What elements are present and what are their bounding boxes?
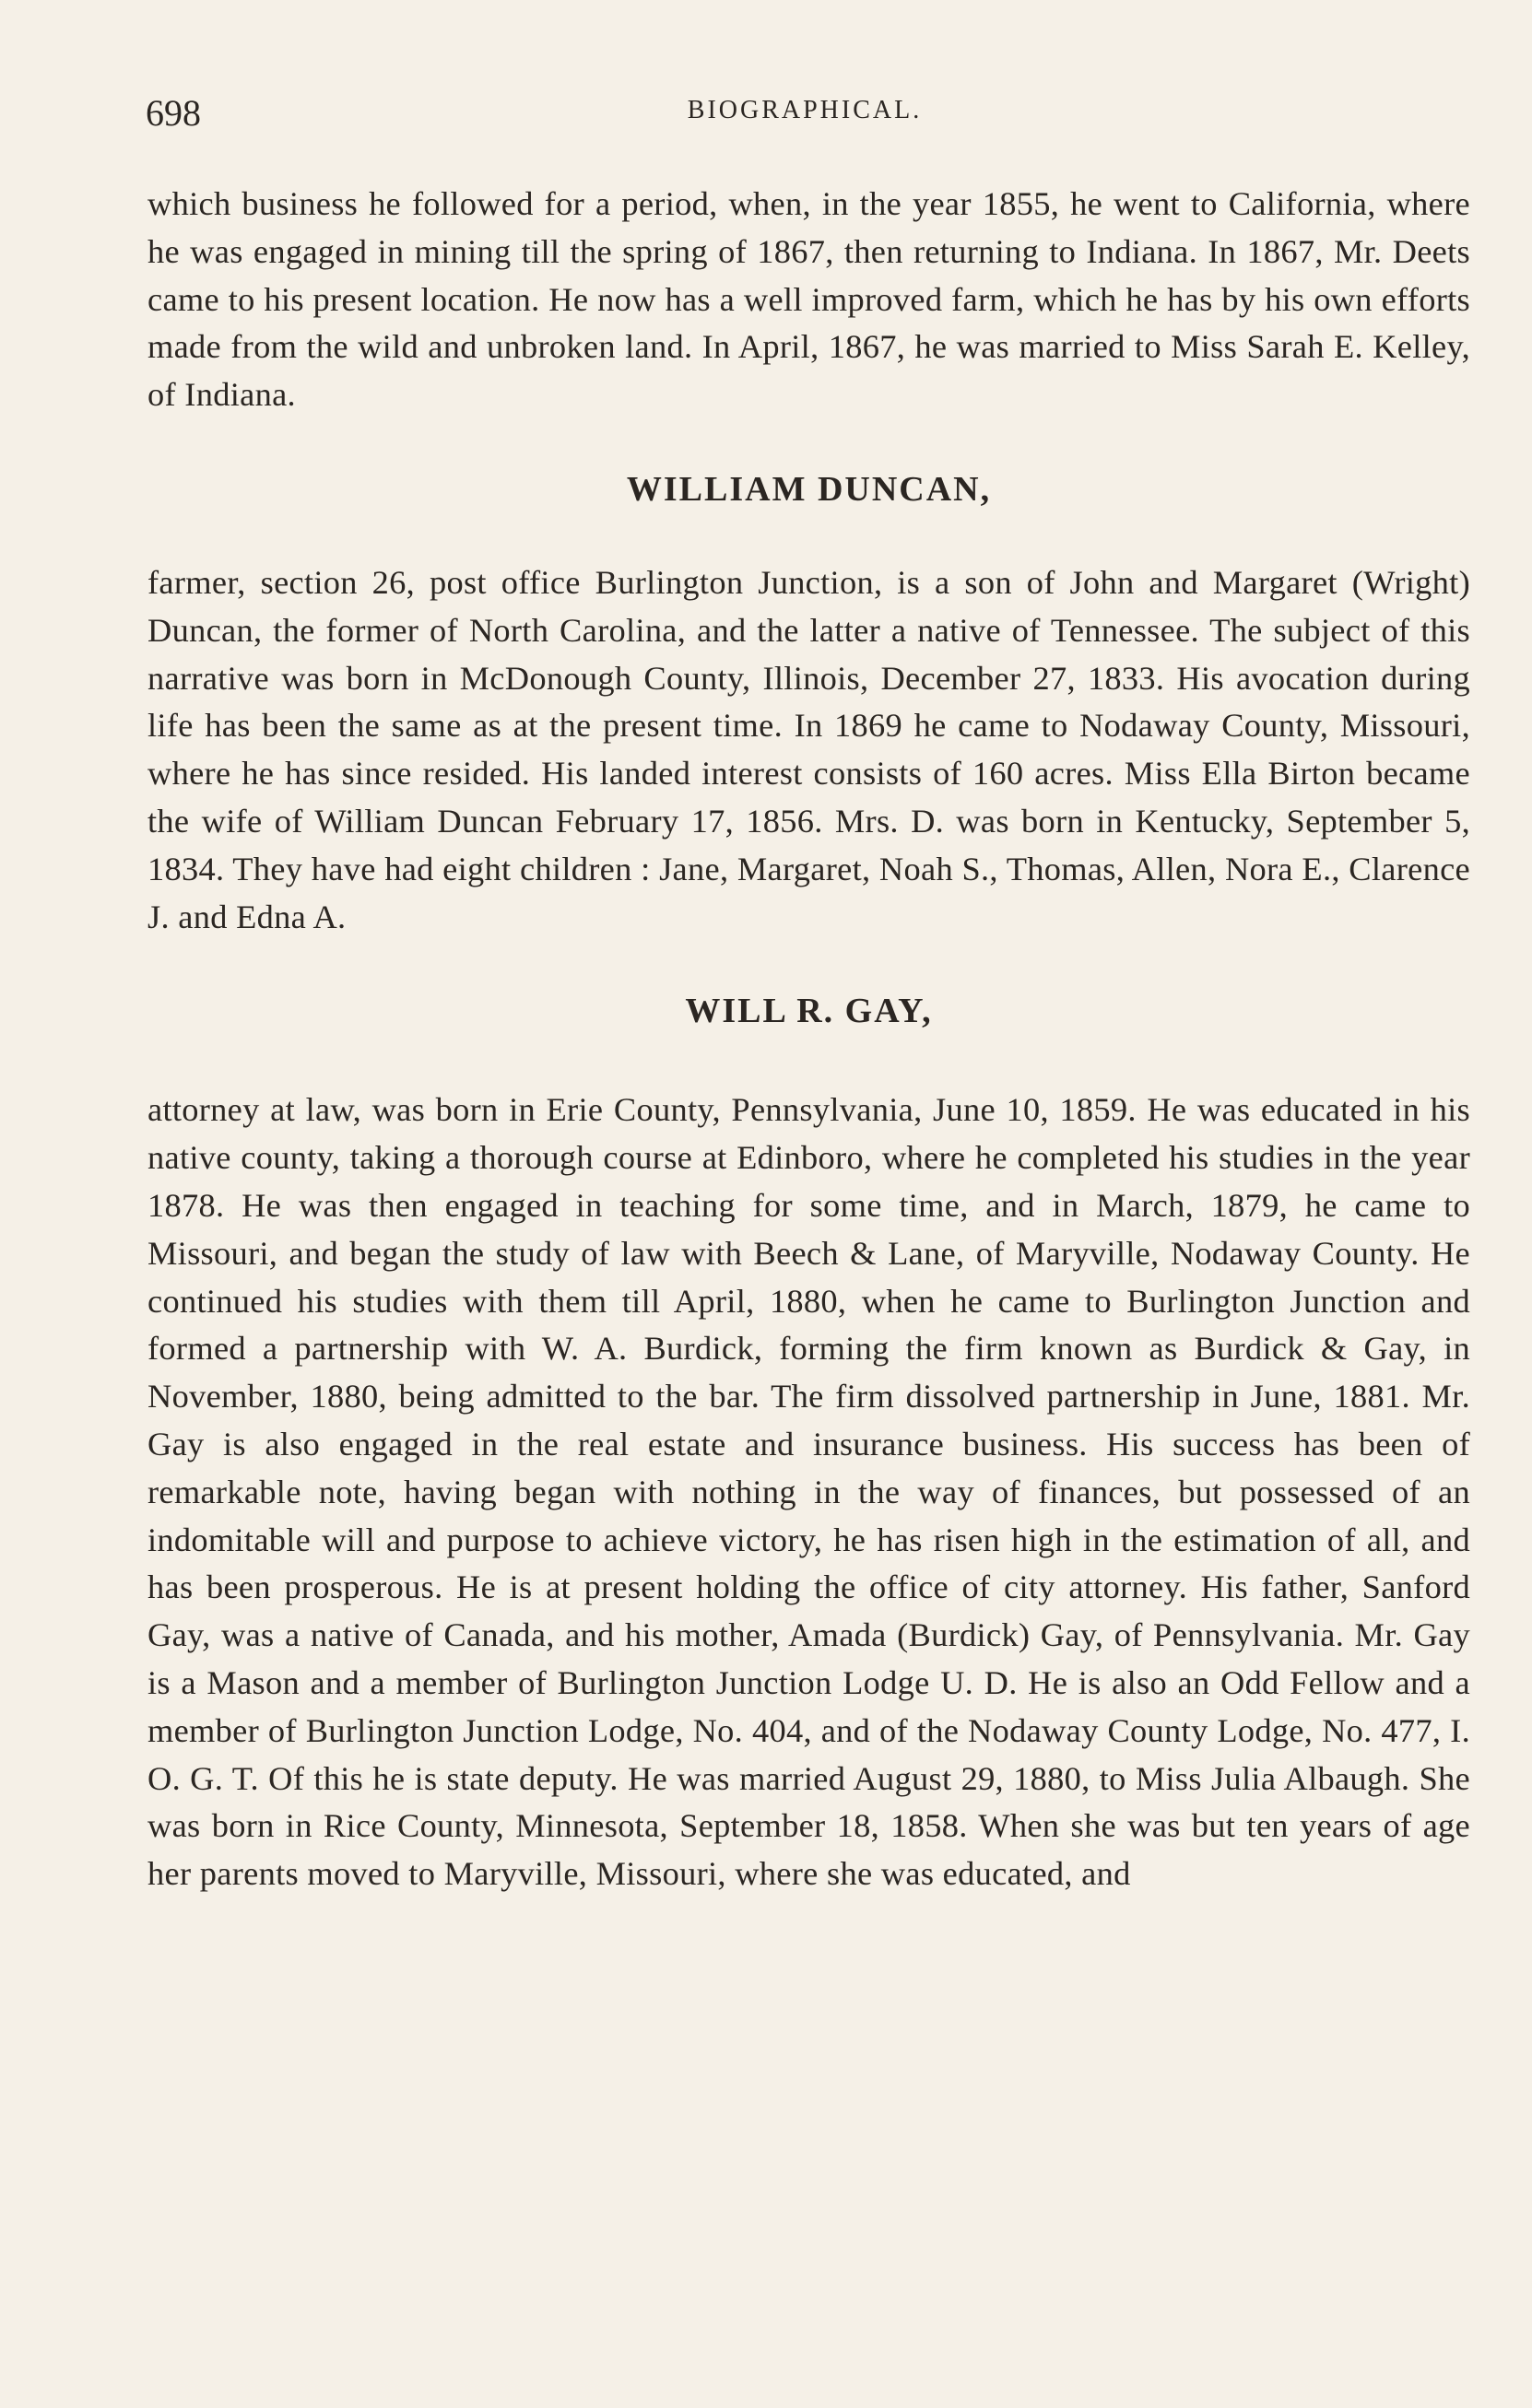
running-title: BIOGRAPHICAL. (687, 96, 923, 124)
running-head (146, 90, 1464, 146)
paragraph-william-duncan: farmer, section 26, post office Burlington Junction, is a son of John and Margaret (Wright) Duncan, the former of North Carolina, and the latter a native of Tennessee. The subject of this narrative was born in McDonough County, Illinois, December 27, 1833. His avocation during life has been the same as at the present time. In 1869 he came to Nodaway County, Missouri, where he has since resided. His landed interest consists of 160 acres. Miss Ella Birton became the wife of William Duncan February 17, 1856. Mrs. D. was born in Kentucky, September 5, 1834. They have had eight children : Jane, Margaret, Noah S., Thomas, Allen, Nora E., Clarence J. and Edna A. (147, 563, 1470, 935)
heading-will-r-gay: WILL R. GAY, (685, 992, 933, 1031)
page-number: 698 (146, 92, 201, 134)
paragraph-deets-continuation: which business he followed for a period, when, in the year 1855, he went to California, where he was engaged in mining till the spring of 1867, then returning to Indiana. In 1867, Mr. Deets came to his present location. He now has a well improved farm, which he has by his own efforts made from the wild and unbroken land. In April, 1867, he was married to Miss Sarah E. Kelley, of Indiana. (147, 185, 1470, 414)
heading-william-duncan: WILLIAM DUNCAN, (626, 469, 992, 509)
paragraph-will-r-gay: attorney at law, was born in Erie County, Pennsylvania, June 10, 1859. He was educated in his native county, taking a thorough course at Edinboro, where he completed his studies in the year 1878. He was then engaged in teaching for some time, and in March, 1879, he came to Missouri, and began the study of law with Beech & Lane, of Maryville, Nodaway County. He continued his studies with them till April, 1880, when he came to Burlington Junction and formed a partnership with W. A. Burdick, forming the firm known as Burdick & Gay, in November, 1880, being admitted to the bar. The firm dissolved partnership in June, 1881. Mr. Gay is also engaged in the real estate and insurance business. His success has been of remarkable note, having began with nothing in the way of finances, but possessed of an indomitable will and purpose to achieve victory, he has risen high in the estimation of all, and has been prosperous. He is at present holding the office of city attorney. His father, Sanford Gay, was a native of Canada, and his mother, Amada (Burdick) Gay, of Pennsylvania. Mr. Gay is a Mason and a member of Burlington Junction Lodge U. D. He is also an Odd Fellow and a member of Burlington Junction Lodge, No. 404, and of the Nodaway County Lodge, No. 477, I. O. G. T. Of this he is state deputy. He was married August 29, 1880, to Miss Julia Albaugh. She was born in Rice County, Minnesota, September 18, 1858. When she was but ten years of age her parents moved to Maryville, Missouri, where she was educated, and (147, 1091, 1470, 1893)
body-text (147, 181, 1470, 1898)
